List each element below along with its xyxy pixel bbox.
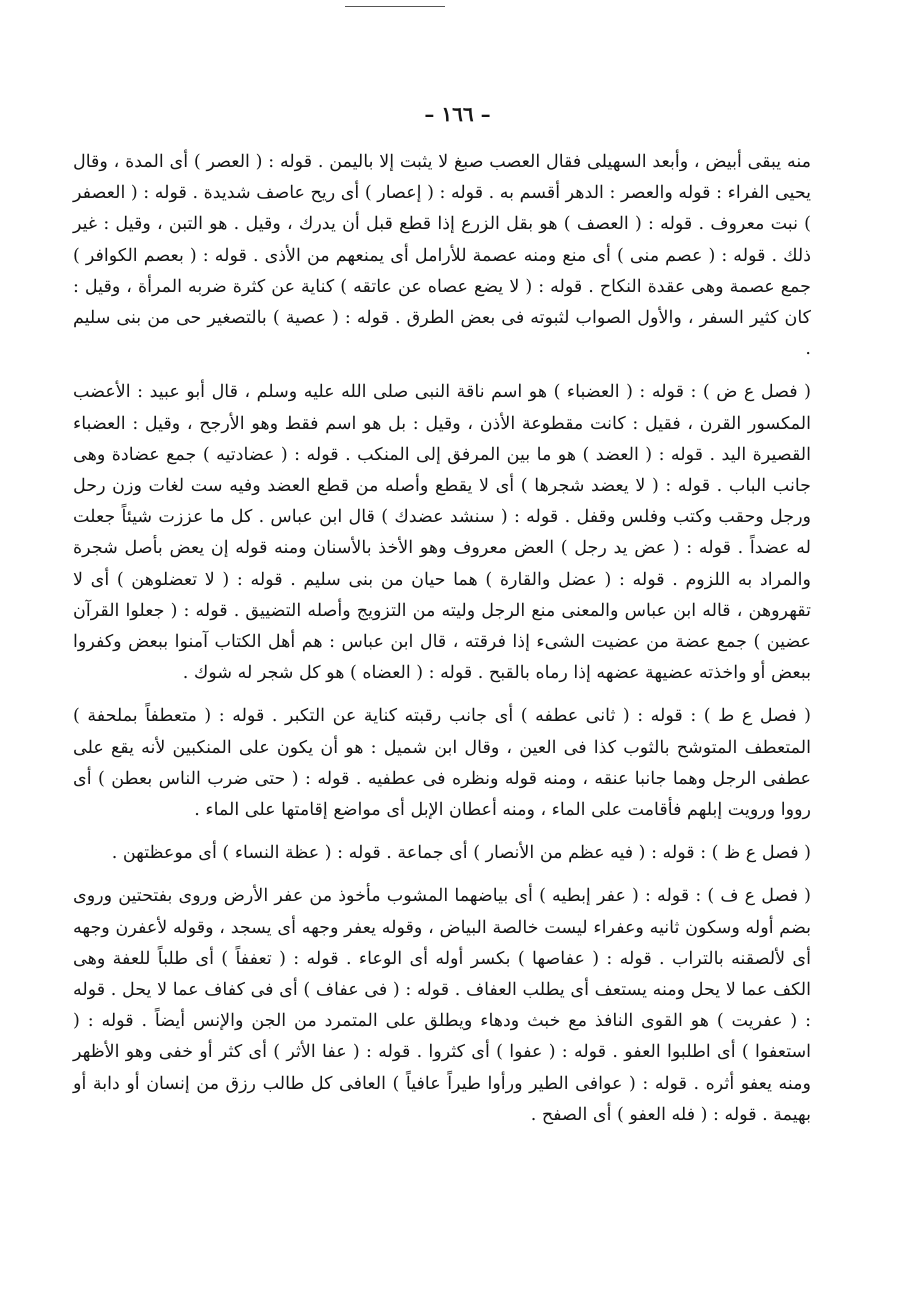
page-body: [73, 147, 811, 1143]
section-ain-za: ( فصل ع ظ ) : قوله : ( فيه عظم من الأنصار ) أى جماعة . قوله : ( عظة النساء ) أى موعظتهن .: [111, 843, 811, 864]
page-number: – ١٦٦ –: [424, 102, 491, 126]
section-continuation: منه يبقى أبيض ، وأبعد السهيلى فقال العصب صبغ لا يثبت إلا باليمن . قوله : ( العصر ) أى المدة ، وقال يحيى الفراء : قوله والعصر : الدهر أقسم به . قوله : ( إعصار ) أى ريح عاصف شديدة . قوله : ( العصفر ) نبت معروف . قوله : ( العصف ) هو بقل الزرع إذا قطع قبل أن يدرك ، وقيل . هو التبن ، وقيل : غير ذلك . قوله : ( عصم منى ) أى منع ومنه عصمة للأرامل أى يمنعهم من الأذى . قوله : ( بعصم الكوافر ) جمع عصمة وهى عقدة النكاح . قوله : ( لا يضع عصاه عن عاتقه ) كناية عن كثرة ضربه المرأة ، وقيل : كان كثير السفر ، والأول الصواب لثبوته فى بعض الطرق . قوله : ( عصية ) بالتصغير حى من بنى سليم .: [73, 152, 811, 360]
section-ain-ta: ( فصل ع ط ) : قوله : ( ثانى عطفه ) أى جانب رقبته كناية عن التكبر . قوله : ( متعطفاً بملحفة ) المتعطف المتوشح بالثوب كذا فى العين ، وقال ابن شميل : هو أن يكون على المنكبين لأنه يقع على عطفى الرجل وهما جانبا عنقه ، ومنه قوله ونظره فى عطفيه . قوله : ( حتى ضرب الناس بعطن ) أى رووا ورويت إبلهم فأقامت على الماء ، ومنه أعطان الإبل أى مواضع إقامتها على الماء .: [73, 706, 812, 821]
section-ain-dad: ( فصل ع ض ) : قوله : ( العضباء ) هو اسم ناقة النبى صلى الله عليه وسلم ، قال أبو عبيد : الأعضب المكسور القرن ، فقيل : كانت مقطوعة الأذن ، وقيل : بل هو اسم فقط وهو الأرجح ، وقيل : العضباء القصيرة اليد . قوله : ( العضد ) هو ما بين المرفق إلى المنكب . قوله : ( عضادتيه ) جمع عضادة وهى جانب الباب . قوله : ( لا يعضد شجرها ) أى لا يقطع وأصله من قطع العضد وفيه ست لغات وزن رحل ورجل وحقب وكتب وفلس وقفل . قوله : ( سنشد عضدك ) قال ابن عباس . كل ما عززت شيئاً جعلت له عضداً . قوله : ( عض يد رجل ) العض معروف وهو الأخذ بالأسنان ومنه قوله إن يعض بأصل شجرة والمراد به اللزوم . قوله : ( عضل والقارة ) هما حيان من بنى سليم . قوله : ( لا تعضلوهن ) أى لا تقهروهن ، قاله ابن عباس والمعنى منع الرجل وليته من التزويج وأصله التضييق . قوله : ( جعلوا القرآن عضين ) جمع عضة من عضيت الشىء إذا فرقته ، قال ابن عباس : هم أهل الكتاب آمنوا ببعض وكفروا ببعض أو واخذته عضيهة عضهه إذا رماه بالقبح . قوله : ( العضاه ) هو كل شجر له شوك .: [73, 382, 811, 684]
header-rule: [345, 6, 445, 7]
section-ain-fa: ( فصل ع ف ) : قوله : ( عفر إبطيه ) أى بياضهما المشوب مأخوذ من عفر الأرض وروى بفتحتين وروى بضم أوله وسكون ثانيه وعفراء ليست خالصة البياض ، وقوله يعفر وجهه أى يسجد ، وقوله لأعفرن وجهه أى لألصقنه بالتراب . قوله : ( عفاصها ) بكسر أوله أى الوعاء . قوله : ( تعففاً ) أى طلباً للعفة وهى الكف عما لا يحل ومنه يستعف أى يطلب العفاف . قوله : ( فى عفاف ) أى فى كفاف عما لا يحل . قوله : ( عفريت ) هو القوى النافذ مع خبث ودهاء ويطلق على المتمرد من الجن والإنس أيضاً . قوله : ( استعفوا ) أى اطلبوا العفو . قوله : ( عفوا ) أى كثروا . قوله : ( عفا الأثر ) أى كثر أو خفى وهو الأظهر ومنه يعفو أثره . قوله : ( عوافى الطير ورأوا طيراً عافياً ) العافى كل طالب رزق من إنسان أو دابة أو بهيمة . قوله : ( فله العفو ) أى الصفح .: [73, 886, 811, 1125]
